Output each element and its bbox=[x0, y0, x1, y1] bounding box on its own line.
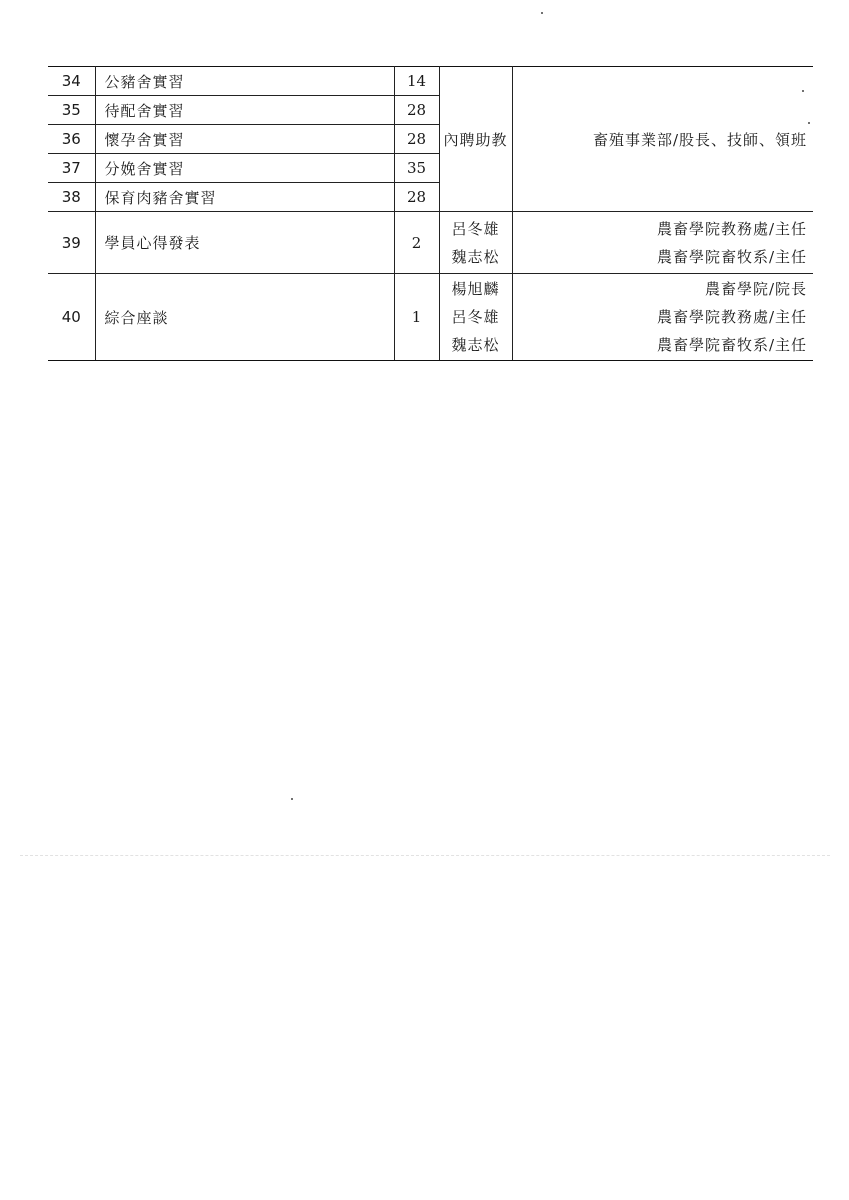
teacher-name: 魏志松 bbox=[451, 247, 500, 266]
course-name: 公豬舍實習 bbox=[95, 67, 394, 96]
unit-title-cell: 畜殖事業部/股長、技師、領班 bbox=[512, 67, 813, 212]
teacher-name: 呂冬雄 bbox=[451, 219, 500, 238]
schedule-table bbox=[48, 66, 813, 361]
table-row bbox=[48, 274, 813, 361]
row-number: 39 bbox=[48, 212, 95, 274]
table-row bbox=[48, 67, 813, 96]
unit-title: 農畜學院/院長 bbox=[704, 280, 807, 298]
course-hours: 28 bbox=[394, 125, 439, 154]
row-number: 38 bbox=[48, 183, 95, 212]
course-hours: 35 bbox=[394, 154, 439, 183]
table-row bbox=[48, 212, 813, 274]
course-name: 懷孕舍實習 bbox=[95, 125, 394, 154]
teacher-name: 魏志松 bbox=[451, 336, 500, 354]
course-hours: 14 bbox=[394, 67, 439, 96]
row-number: 35 bbox=[48, 96, 95, 125]
course-hours: 28 bbox=[394, 96, 439, 125]
unit-title: 農畜學院畜牧系/主任 bbox=[656, 336, 807, 354]
scan-speck bbox=[541, 12, 543, 14]
unit-title: 農畜學院畜牧系/主任 bbox=[656, 247, 807, 266]
course-hours: 1 bbox=[394, 274, 439, 361]
scan-speck bbox=[291, 798, 293, 800]
teacher-name: 楊旭麟 bbox=[451, 280, 500, 298]
row-number: 34 bbox=[48, 67, 95, 96]
course-name: 保育肉豬舍實習 bbox=[95, 183, 394, 212]
teacher-cell: 內聘助教 bbox=[439, 67, 512, 212]
unit-title-cell bbox=[512, 274, 813, 361]
unit-title: 農畜學院教務處/主任 bbox=[656, 219, 807, 238]
scan-speck bbox=[802, 90, 804, 92]
teacher-name: 呂冬雄 bbox=[451, 308, 500, 326]
course-name: 綜合座談 bbox=[95, 274, 394, 361]
teacher-cell bbox=[439, 274, 512, 361]
teacher-cell bbox=[439, 212, 512, 274]
row-number: 36 bbox=[48, 125, 95, 154]
course-hours: 28 bbox=[394, 183, 439, 212]
row-number: 40 bbox=[48, 274, 95, 361]
scan-speck bbox=[808, 122, 810, 124]
course-name: 學員心得發表 bbox=[95, 212, 394, 274]
course-name: 分娩舍實習 bbox=[95, 154, 394, 183]
course-hours: 2 bbox=[394, 212, 439, 274]
unit-title-cell bbox=[512, 212, 813, 274]
scan-artifact-line bbox=[20, 855, 830, 856]
course-name: 待配舍實習 bbox=[95, 96, 394, 125]
row-number: 37 bbox=[48, 154, 95, 183]
unit-title: 農畜學院教務處/主任 bbox=[656, 308, 807, 326]
